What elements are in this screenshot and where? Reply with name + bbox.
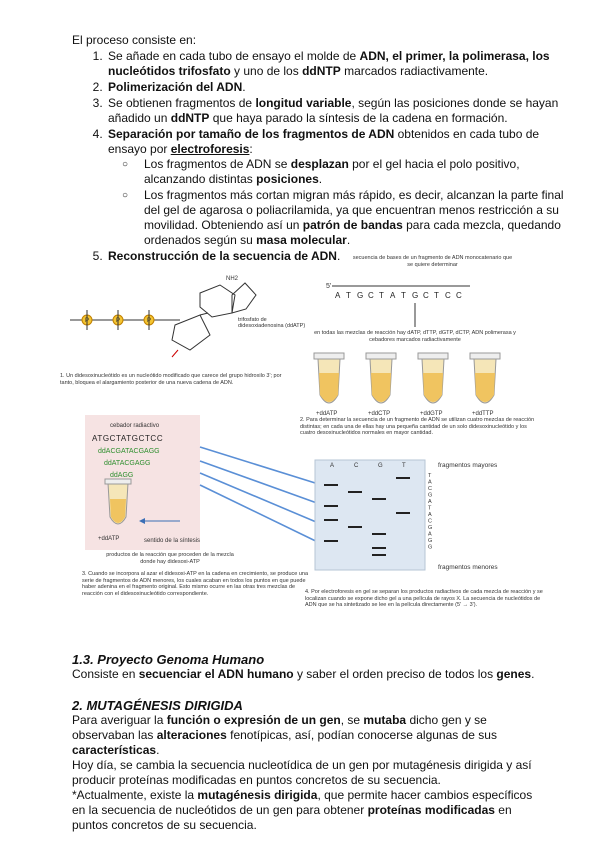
text-run: Para averiguar la bbox=[72, 713, 167, 727]
gel-band bbox=[324, 505, 338, 507]
text-run: *Actualmente, existe la bbox=[72, 788, 198, 802]
tube-cap bbox=[314, 353, 344, 359]
tube-label: +ddGTP bbox=[420, 411, 443, 417]
tube-liquid bbox=[475, 373, 495, 402]
reaction-tube bbox=[314, 353, 344, 417]
tube-left-label: +ddATP bbox=[98, 536, 120, 542]
text-run: y uno de los bbox=[230, 64, 303, 78]
process-step bbox=[106, 80, 576, 95]
text-run: Hoy día, se cambia la secuencia nucleotídica de un gen por mutagénesis dirigida y así producir proteínas modificadas en puntos concretos de su secuencia. bbox=[72, 758, 532, 787]
tube-cap bbox=[366, 353, 396, 359]
text-run: masa molecular bbox=[256, 233, 347, 247]
section-title-mutagenesis: 2. MUTAGÉNESIS DIRIGIDA bbox=[72, 698, 243, 713]
template-base: C bbox=[456, 291, 462, 300]
substep-item bbox=[108, 188, 576, 248]
svg-text:P: P bbox=[85, 318, 90, 324]
mutagenesis-paragraph-1 bbox=[72, 713, 542, 758]
text-run: Los fragmentos de ADN se bbox=[144, 157, 291, 171]
template-label: secuencia de bases de un fragmento de ADN monocatenario que se quiere determinar bbox=[352, 255, 513, 268]
gel-band bbox=[372, 554, 386, 556]
gel-read-sequence bbox=[428, 473, 432, 551]
mix-note: en todas las mezclas de reacción hay dATP, dTTP, dGTP, dCTP, ADN polimerasa y cebadores marcados radiactivamente bbox=[314, 330, 516, 343]
text-run: proteínas modificadas bbox=[367, 803, 495, 817]
section-text-genoma bbox=[72, 667, 542, 682]
text-run: obtenidos en cada tubo de ensayo por bbox=[108, 127, 540, 156]
gel-band bbox=[324, 519, 338, 521]
text-run: electroforesis bbox=[170, 142, 250, 156]
gel-band bbox=[396, 477, 410, 479]
process-step bbox=[106, 127, 576, 248]
text-run: en puntos concretos de su secuencia. bbox=[72, 803, 512, 832]
text-run: genes bbox=[496, 667, 532, 681]
small-fragments-label: fragmentos menores bbox=[438, 564, 498, 571]
template-base: A bbox=[335, 291, 341, 300]
gel-read-base: T bbox=[428, 505, 432, 512]
gel-lane-label: T bbox=[402, 463, 406, 469]
tube-label: +ddTTP bbox=[472, 411, 494, 417]
reaction-tubes bbox=[314, 353, 500, 417]
step4-caption: 4. Por electroforesis en gel se separan los productos radiactivos de cada mezcla de reacción y se localizan cuando se expone dicho gel a una película de rayos X. La secuencia de nucleótidos de ADN que se ha sintetizado se lee en la película directamente (5' → 3'). bbox=[305, 589, 543, 608]
gel-read-base: A bbox=[428, 499, 432, 505]
text-run: ddNTP bbox=[302, 64, 341, 78]
text-run: mutagénesis dirigida bbox=[197, 788, 318, 802]
template-base: A bbox=[390, 291, 396, 300]
text-run: dicho gen y se observaban las bbox=[72, 713, 487, 742]
tube-label: +ddCTP bbox=[368, 411, 391, 417]
text-run: Reconstrucción de la secuencia de ADN bbox=[108, 249, 337, 263]
text-run: . bbox=[242, 80, 246, 94]
text-run: que haya parado la síntesis de la cadena en formación. bbox=[209, 111, 508, 125]
text-run: Los fragmentos más cortan migran más rápido, es decir, alcanzan la parte final del gel de agarosa o poliacrilamida, ya que encuentran menos restricción a su movilidad. Obteniendo así un bbox=[144, 188, 564, 232]
text-run: por el gel hacia el polo positivo, alcanzando distintas bbox=[144, 157, 520, 186]
text-run: fenotípicas, así, podían conocerse algunas de sus bbox=[226, 728, 497, 742]
text-run: Se obtienen fragmentos de bbox=[108, 96, 256, 110]
mutagenesis-paragraph-2 bbox=[72, 758, 542, 788]
template-base: T bbox=[434, 291, 439, 300]
big-fragments-label: fragmentos mayores bbox=[438, 462, 498, 469]
products-label: productos de la reacción que proceden de la mezcla donde hay didesoxi-ATP bbox=[106, 552, 234, 565]
fragment-sequence: ddAGG bbox=[110, 472, 134, 479]
text-run: patrón de bandas bbox=[302, 218, 403, 232]
tube-cap bbox=[470, 353, 500, 359]
template-base: G bbox=[412, 291, 419, 300]
gel-lane-label: G bbox=[378, 463, 383, 469]
ddatp-caption: 1. Un didesoxinucleótido es un nucleótido modificado que carece del grupo hidroxilo 3'; por tanto, bloquea el alargamiento posterior de una nueva cadena de ADN. bbox=[60, 373, 282, 386]
gel-band bbox=[348, 526, 362, 528]
tube-label: +ddATP bbox=[316, 411, 338, 417]
template-base: C bbox=[368, 291, 374, 300]
ddatp-label: trifosfato de didesoxiadenosina (ddATP) bbox=[238, 317, 306, 329]
template-base: T bbox=[401, 291, 406, 300]
text-run: . bbox=[156, 743, 160, 757]
gel-lane-label: C bbox=[354, 463, 359, 469]
tube-liquid bbox=[423, 373, 443, 402]
section-title-genoma: 1.3. Proyecto Genoma Humano bbox=[72, 652, 265, 667]
substep-item bbox=[108, 157, 576, 187]
text-run: Consiste en bbox=[72, 667, 139, 681]
step3-caption: 3. Cuando se incorpora al azar el didesoxi-ATP en la cadena en crecimiento, se produce una serie de fragmentos de ADN menores, los cuales acaban en todos los puntos en que puede haber adenina en el fragmento original. Esto mismo ocurre en las otras tres mezclas de reacción con el didesoxinucleótido correspondiente. bbox=[82, 571, 309, 597]
gel-read-base: A bbox=[428, 531, 432, 538]
text-run: ddNTP bbox=[170, 111, 210, 125]
tube-cap bbox=[418, 353, 448, 359]
sequencing-figure bbox=[60, 255, 548, 639]
strand-sequence: ATGCTATGCTCC bbox=[92, 434, 164, 443]
text-run: Polimerización del ADN bbox=[108, 80, 243, 94]
process-step bbox=[106, 49, 576, 79]
gel-read-base: G bbox=[428, 538, 433, 544]
gel-read-base: G bbox=[428, 492, 433, 499]
text-run: alteraciones bbox=[156, 728, 227, 742]
gel-read-base: G bbox=[428, 544, 433, 551]
intro-text: El proceso consiste en: bbox=[72, 33, 197, 47]
sanger-sequencing-diagram bbox=[60, 255, 548, 639]
text-run: : bbox=[249, 142, 253, 156]
section-genoma-humano bbox=[72, 652, 542, 682]
gel-band bbox=[324, 540, 338, 542]
process-step bbox=[106, 96, 576, 126]
text-run: función o expresión de un gen bbox=[166, 713, 341, 727]
text-run: y saber el orden preciso de todos los bbox=[293, 667, 497, 681]
text-run: posiciones bbox=[256, 172, 319, 186]
template-base: G bbox=[357, 291, 364, 300]
section-mutagenesis bbox=[72, 698, 542, 833]
gel-read-base: C bbox=[428, 518, 432, 525]
text-run: para cada mezcla, quedando ordenados según su bbox=[144, 218, 561, 247]
tube-liquid bbox=[319, 373, 339, 402]
mutagenesis-paragraph-3 bbox=[72, 788, 542, 833]
gel bbox=[315, 460, 425, 570]
reaction-tube bbox=[418, 353, 448, 417]
text-run: . bbox=[336, 249, 341, 263]
gel-read-base: C bbox=[428, 486, 432, 492]
template-base: C bbox=[445, 291, 451, 300]
svg-text:P: P bbox=[147, 318, 152, 324]
text-run: secuenciar el ADN humano bbox=[138, 667, 294, 681]
nh2-label: NH2 bbox=[226, 276, 239, 282]
text-run: características bbox=[72, 743, 157, 757]
gel-band bbox=[372, 498, 386, 500]
gel-lane-label: A bbox=[330, 463, 335, 469]
gel-band bbox=[372, 533, 386, 535]
template-base: C bbox=[423, 291, 429, 300]
text-run: , según las posiciones donde se hayan añadido un bbox=[108, 96, 559, 125]
template-base: T bbox=[379, 291, 384, 300]
template-sequence bbox=[335, 291, 462, 300]
gel-band bbox=[348, 491, 362, 493]
gel-read-base: A bbox=[428, 512, 432, 518]
process-steps-list bbox=[72, 49, 576, 265]
text-run: desplazan bbox=[290, 157, 349, 171]
fragment-sequence: ddATACGAGG bbox=[104, 460, 151, 467]
substep-list bbox=[108, 157, 576, 248]
text-run: ADN, el primer, la polimerasa, los nucleótidos trifosfato bbox=[108, 49, 550, 78]
text-run: . bbox=[531, 667, 535, 681]
gel-band bbox=[372, 547, 386, 549]
text-run: mutaba bbox=[363, 713, 407, 727]
gel-band bbox=[324, 484, 338, 486]
gel-read-base: A bbox=[428, 479, 432, 486]
step2-caption: 2. Para determinar la secuencia de un fragmento de ADN se utilizan cuatro mezclas de reacción distintas; en cada una de ellas hay una pequeña cantidad de un solo didesoxinucleótido y los cuatro desoxinucleótidos normales en mayor cantidad. bbox=[300, 417, 535, 436]
text-run: , se bbox=[340, 713, 364, 727]
tube-liquid bbox=[371, 373, 391, 402]
text-run: . bbox=[346, 233, 351, 247]
reaction-tube bbox=[470, 353, 500, 417]
text-run: longitud variable bbox=[255, 96, 352, 110]
text-run: marcados radiactivamente. bbox=[340, 64, 489, 78]
reaction-tube bbox=[366, 353, 396, 417]
ddatp-molecule bbox=[70, 283, 256, 357]
text-run: , que permite hacer cambios específicos en la secuencia de nucleótidos de un gen para obtener bbox=[72, 788, 533, 817]
synthesis-label: sentido de la síntesis bbox=[144, 538, 201, 544]
fragment-sequence: ddACGATACGAGG bbox=[98, 448, 160, 455]
text-run: Separación por tamaño de los fragmentos de ADN bbox=[108, 127, 395, 141]
five-prime-label: 5' bbox=[326, 283, 332, 290]
gel-band bbox=[396, 512, 410, 514]
text-run: Se añade en cada tubo de ensayo el molde de bbox=[108, 49, 360, 63]
svg-text:P: P bbox=[116, 318, 121, 324]
primer-label: cebador radiactivo bbox=[110, 423, 160, 429]
text-run: . bbox=[318, 172, 323, 186]
gel-read-base: G bbox=[428, 525, 433, 531]
template-base: T bbox=[346, 291, 351, 300]
gel-read-base: T bbox=[428, 473, 432, 479]
